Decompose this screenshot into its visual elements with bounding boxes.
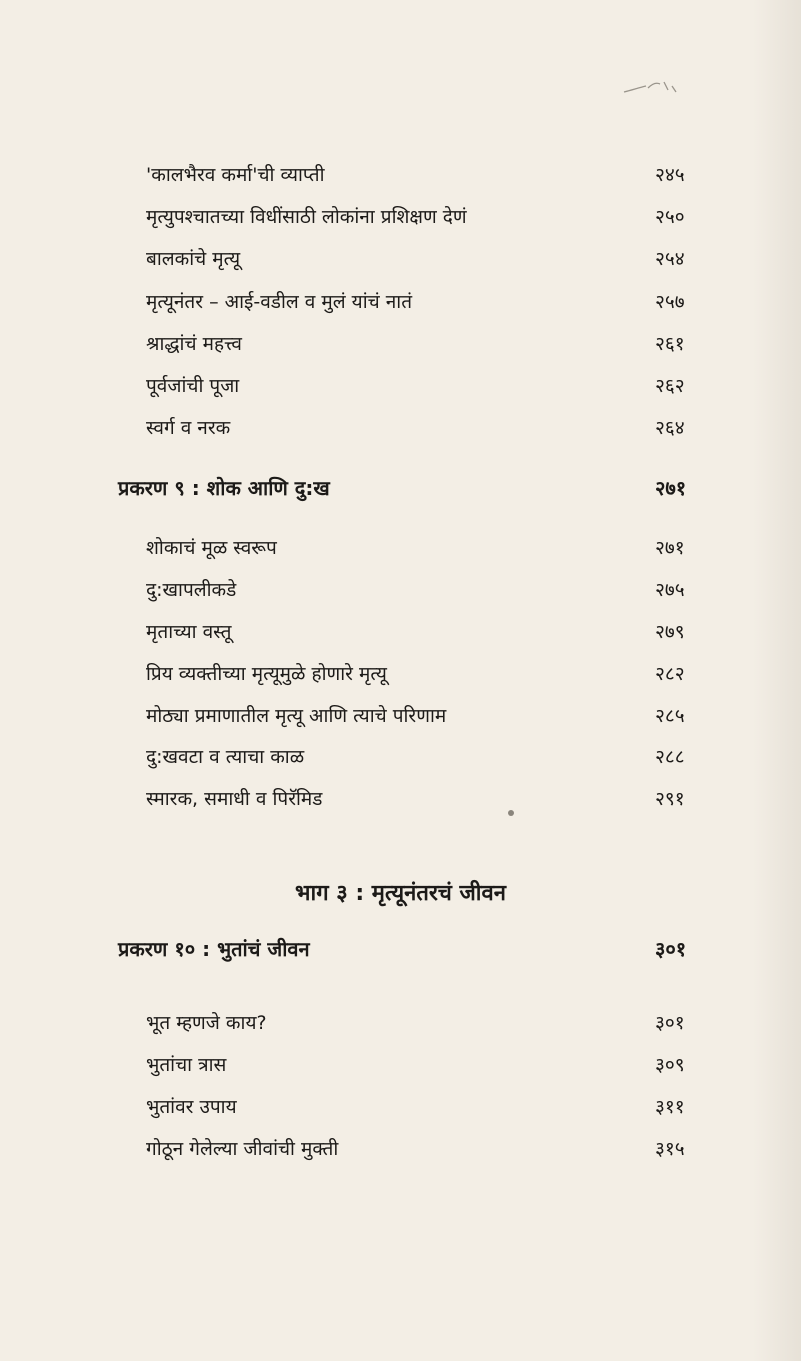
- toc-entry-title: भुतांवर उपाय: [146, 1096, 237, 1118]
- toc-entry-title: दु:खवटा व त्याचा काळ: [146, 746, 305, 768]
- toc-entry[interactable]: [0, 614, 801, 650]
- toc-entry-title: शोकाचं मूळ स्वरूप: [146, 537, 277, 559]
- chapter-title: प्रकरण १० : भुतांचं जीवन: [118, 937, 310, 961]
- toc-entry[interactable]: [0, 1131, 801, 1167]
- ink-speck: [508, 810, 514, 816]
- toc-entry-title: बालकांचे मृत्यू: [146, 248, 241, 270]
- toc-entry[interactable]: [0, 368, 801, 404]
- toc-entry-page: २५०: [655, 206, 685, 228]
- toc-entry-title: भुतांचा त्रास: [146, 1054, 227, 1076]
- toc-entry-title: श्राद्धांचं महत्त्व: [146, 333, 242, 355]
- toc-entry[interactable]: [0, 656, 801, 692]
- toc-entry-title: मोठ्या प्रमाणातील मृत्यू आणि त्याचे परिणाम: [146, 705, 447, 727]
- toc-entry-page: २७१: [655, 537, 685, 559]
- toc-entry[interactable]: [0, 410, 801, 446]
- toc-entry[interactable]: [0, 572, 801, 608]
- toc-entry-page: २५४: [655, 248, 685, 270]
- chapter-title: प्रकरण ९ : शोक आणि दु:ख: [118, 476, 330, 500]
- toc-entry[interactable]: [0, 739, 801, 775]
- toc-entry[interactable]: [0, 1089, 801, 1125]
- toc-entry[interactable]: [0, 199, 801, 235]
- pencil-mark-icon: [622, 78, 678, 96]
- toc-entry-page: २७५: [655, 579, 685, 601]
- toc-entry-page: २७९: [655, 621, 685, 643]
- toc-entry[interactable]: [0, 698, 801, 734]
- toc-entry[interactable]: [0, 1047, 801, 1083]
- toc-entry-page: २८२: [655, 663, 685, 685]
- toc-entry-title: स्मारक, समाधी व पिरॅमिड: [146, 788, 323, 810]
- toc-entry-page: ३११: [655, 1096, 685, 1118]
- toc-entry-title: मृताच्या वस्तू: [146, 621, 232, 643]
- toc-entry-page: २६२: [655, 375, 685, 397]
- chapter-page: ३०१: [655, 937, 687, 961]
- toc-entry-title: प्रिय व्यक्तीच्या मृत्यूमुळे होणारे मृत्यू: [146, 663, 387, 685]
- toc-entry-title: दु:खापलीकडे: [146, 579, 237, 601]
- toc-entry[interactable]: [0, 326, 801, 362]
- toc-entry-page: ३०१: [655, 1012, 685, 1034]
- part-heading: भाग ३ : मृत्यूनंतरचं जीवन: [295, 881, 506, 906]
- toc-entry-page: २६१: [655, 333, 685, 355]
- toc-entry-title: मृत्युपश्चातच्या विधींसाठी लोकांना प्रशिक्षण देणं: [146, 206, 467, 228]
- toc-entry[interactable]: [0, 157, 801, 193]
- toc-chapter-heading[interactable]: [0, 470, 801, 506]
- toc-entry-title: मृत्यूनंतर – आई-वडील व मुलं यांचं नातं: [146, 291, 413, 313]
- chapter-page: २७१: [655, 476, 687, 500]
- toc-entry-page: ३०९: [655, 1054, 685, 1076]
- toc-entry-page: २८८: [655, 746, 685, 768]
- toc-entry[interactable]: [0, 781, 801, 817]
- toc-entry-page: २८५: [655, 705, 685, 727]
- toc-entry[interactable]: [0, 1005, 801, 1041]
- toc-entry[interactable]: [0, 284, 801, 320]
- toc-chapter-heading[interactable]: [0, 931, 801, 967]
- toc-entry-title: गोठून गेलेल्या जीवांची मुक्ती: [146, 1138, 339, 1160]
- toc-entry-title: 'कालभैरव कर्मा'ची व्याप्ती: [146, 164, 325, 186]
- toc-entry-page: २५७: [655, 291, 685, 313]
- toc-entry-title: भूत म्हणजे काय?: [146, 1012, 267, 1034]
- toc-entry[interactable]: [0, 241, 801, 277]
- toc-entry-page: २९१: [655, 788, 685, 810]
- toc-entry[interactable]: [0, 530, 801, 566]
- toc-entry-page: २४५: [655, 164, 685, 186]
- toc-entry-page: २६४: [655, 417, 685, 439]
- toc-entry-page: ३१५: [655, 1138, 685, 1160]
- toc-entry-title: पूर्वजांची पूजा: [146, 375, 240, 397]
- toc-entry-title: स्वर्ग व नरक: [146, 417, 231, 439]
